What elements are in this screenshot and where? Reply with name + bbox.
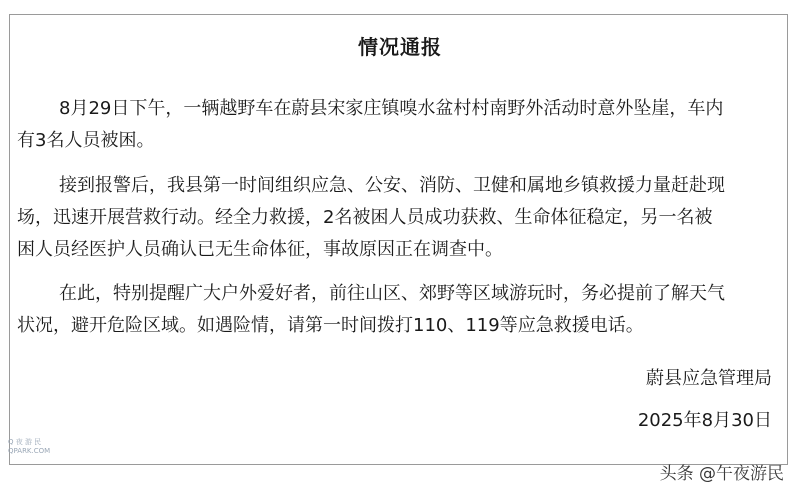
watermark-left-line2: QPARK.COM [8, 447, 51, 455]
paragraph-reminder-line2: 状况，避开危险区域。如遇险情，请第一时间拨打110、119等应急救援电话。 [17, 315, 644, 336]
paragraph-rescue [17, 170, 785, 266]
paragraph-rescue-line2: 场，迅速开展营救行动。经全力救援，2名被困人员成功获救、生命体征稳定，另一名被 [17, 207, 713, 228]
watermark-left [8, 438, 50, 456]
paragraph-reminder-line1: 在此，特别提醒广大户外爱好者，前往山区、郊野等区域游玩时，务必提前了解天气 [59, 283, 725, 304]
notice-title: 情况通报 [358, 35, 442, 59]
paragraph-reminder [17, 278, 785, 342]
watermark-right-text: 头条 @午夜游民 [659, 464, 784, 484]
signature-org: 蔚县应急管理局 [646, 368, 772, 389]
paragraph-incident [17, 93, 785, 157]
paragraph-rescue-line3: 困人员经医护人员确认已无生命体征，事故原因正在调查中。 [17, 239, 503, 260]
paragraph-rescue-line1: 接到报警后，我县第一时间组织应急、公安、消防、卫健和属地乡镇救援力量赶赴现 [59, 175, 725, 196]
watermark-left-line1: Q 夜 游 民 [8, 438, 42, 446]
watermark-right [660, 459, 784, 484]
signature-date: 2025年8月30日 [637, 410, 772, 431]
paragraph-incident-line2: 有3名人员被困。 [17, 130, 155, 151]
paragraph-incident-line1: 8月29日下午，一辆越野车在蔚县宋家庄镇嗅水盆村村南野外活动时意外坠崖，车内 [59, 98, 724, 119]
